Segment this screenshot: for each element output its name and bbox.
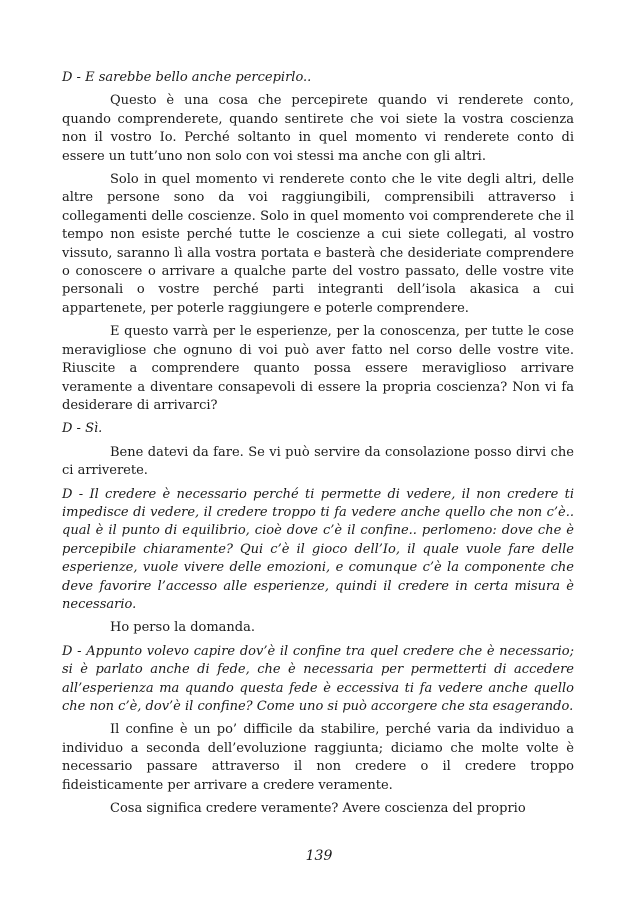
answer-paragraph-1: Questo è una cosa che percepirete quando vi renderete conto, quando comprenderete, quando sentirete che voi siete la vostra coscienza non il vostro Io. Perché soltanto in quel momento vi renderete conto di essere un tutt’uno non solo con voi stessi ma anche con gli altri.: [62, 93, 574, 164]
page-number: 139: [305, 848, 333, 864]
answer-paragraph-6: Il confine è un po’ difficile da stabilire, perché varia da individuo a individuo a seconda dell’evoluzione raggiunta; diciamo che molte volte è necessario passare attraverso il non credere o il credere troppo fideisticamente per arrivare a credere veramente.: [62, 722, 574, 793]
answer-paragraph-5: Ho perso la domanda.: [110, 620, 255, 636]
question-1: D - E sarebbe bello anche percepirlo..: [62, 70, 312, 85]
answer-paragraph-3: E questo varrà per le esperienze, per la conoscenza, per tutte le cose meravigliose che ognuno di voi può aver fatto nel corso delle vostre vite. Riuscite a comprendere quanto possa essere meraviglioso arrivare veramente a diventare consapevoli di essere la propria coscienza? Non vi fa desiderare di arrivarci?: [62, 324, 574, 413]
question-3: D - Il credere è necessario perché ti permette di vedere, il non credere ti impedisce di vedere, il credere troppo ti fa vedere anche quello che non c’è.. qual è il punto di equilibrio, cioè dove c’è il confine.. perlomeno: dove che è percepibile chiaramente? Qui c’è il gioco dell’Io, il quale vuole fare delle esperienze, vuole vivere delle emozioni, e comunque c’è la componente che deve favorire l’accesso alle esperienze, quindi il credere in certa misura è necessario.: [62, 486, 574, 612]
answer-paragraph-7: Cosa significa credere veramente? Avere coscienza del proprio: [110, 801, 526, 817]
page-body: [62, 69, 574, 823]
answer-paragraph-4: Bene datevi da fare. Se vi può servire da consolazione posso dirvi che ci arriverete.: [62, 444, 574, 479]
question-2: D - Sì.: [62, 421, 103, 437]
answer-paragraph-2: Solo in quel momento vi renderete conto che le vite degli altri, delle altre persone sono da voi raggiungibili, comprensibili attraverso i collegamenti delle coscienze. Solo in quel momento voi comprenderete che il tempo non esiste perché tutte le coscienze a cui siete collegati, al vostro vissuto, saranno lì alla vostra portata e basterà che desideriate comprendere o conoscere o arrivare a qualche parte del vostro passato, delle vostre vite personali o vostre perché parti integranti dell’isola akasica a cui appartenete, per poterle raggiungere e poterle comprendere.: [62, 172, 574, 316]
question-4: D - Appunto volevo capire dov’è il confine tra quel credere che è necessario; si è parlato anche di fede, che è necessaria per permetterti di accedere all’esperienza ma quando questa fede è eccessiva ti fa vedere anche quello che non c’è, dov’è il confine? Come uno si può accorgere che sta esagerando.: [62, 643, 574, 714]
